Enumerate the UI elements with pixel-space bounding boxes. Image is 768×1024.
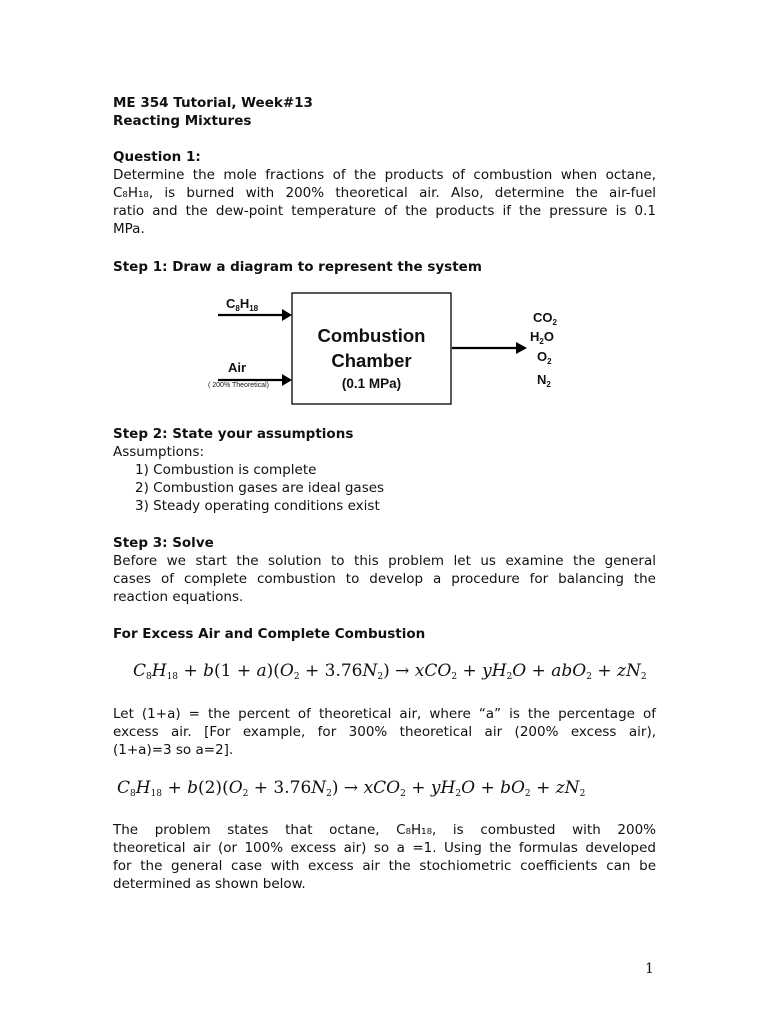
chamber-line-1: Combustion — [317, 325, 426, 346]
product-n2: $N_2$ — [537, 372, 551, 389]
problem-para-line-2: theoretical air (or 100% excess air) so a =1. Using the formulas developed — [113, 840, 656, 856]
step3-line-2: cases of complete combustion to develop a procedure for balancing the — [113, 571, 656, 587]
page-number: 1 — [645, 961, 654, 977]
air-arrowhead — [282, 374, 292, 386]
product-co2: $CO_2$ — [533, 310, 557, 327]
question-line-3: ratio and the dew-point temperature of the products if the pressure is 0.1 — [113, 203, 656, 219]
step3-heading: Step 3: Solve — [113, 535, 214, 551]
general-combustion-equation: $C_8H_{18} + b(1 + a)(O_2 + 3.76N_2) \to xCO_2 + yH_2O + abO_2 + zN_2$ — [133, 661, 647, 682]
question-line-4: MPa. — [113, 221, 145, 237]
question-line-2: C₈H₁₈, is burned with 200% theoretical air. Also, determine the air-fuel — [113, 185, 656, 201]
product-h2o: $H_2O$ — [530, 329, 554, 346]
problem-para-line-4: determined as shown below. — [113, 876, 306, 892]
assumption-item: 2) Combustion gases are ideal gases — [135, 480, 385, 497]
step2-heading: Step 2: State your assumptions — [113, 426, 354, 442]
excess-air-heading: For Excess Air and Complete Combustion — [113, 626, 426, 642]
problem-para-line-1: The problem states that octane, C₈H₁₈, is combusted with 200% — [113, 822, 656, 838]
air-note: ( 200% Theoretical) — [208, 382, 269, 389]
chamber-pressure: (0.1 MPa) — [341, 376, 402, 391]
doc-title: ME 354 Tutorial, Week#13 — [113, 95, 313, 111]
chamber-line-2: Chamber — [331, 350, 412, 371]
air-label: Air — [228, 360, 247, 375]
question-label: Question 1: — [113, 149, 201, 165]
step3-line-1: Before we start the solution to this problem let us examine the general — [113, 553, 656, 569]
general-para-line-3: (1+a)=3 so a=2]. — [113, 742, 234, 758]
doc-subtitle: Reacting Mixtures — [113, 113, 252, 129]
fuel-arrowhead — [282, 309, 292, 321]
problem-para-line-3: for the general case with excess air the stochiometric coefficients can be — [113, 858, 656, 874]
products-arrowhead — [516, 342, 527, 354]
question-line-1: Determine the mole fractions of the products of combustion when octane, — [113, 167, 656, 183]
product-o2: $O_2$ — [537, 349, 552, 366]
assumptions-intro: Assumptions: — [113, 444, 205, 460]
step1-heading: Step 1: Draw a diagram to represent the system — [113, 259, 482, 275]
assumption-item: 3) Steady operating conditions exist — [135, 498, 380, 515]
assumption-item: 1) Combustion is complete — [135, 462, 317, 478]
specific-combustion-equation: $C_8H_{18} + b(2)(O_2 + 3.76N_2) \to xCO_2 + yH_2O + bO_2 + zN_2$ — [117, 778, 586, 799]
general-para-line-1: Let (1+a) = the percent of theoretical air, where “a” is the percentage of — [113, 706, 656, 722]
general-para-line-2: excess air. [For example, for 300% theoretical air (200% excess air), — [113, 724, 656, 740]
step3-line-3: reaction equations. — [113, 589, 244, 605]
assumptions-list — [135, 461, 384, 516]
fuel-label: $C_8H_{18}$ — [226, 296, 259, 313]
